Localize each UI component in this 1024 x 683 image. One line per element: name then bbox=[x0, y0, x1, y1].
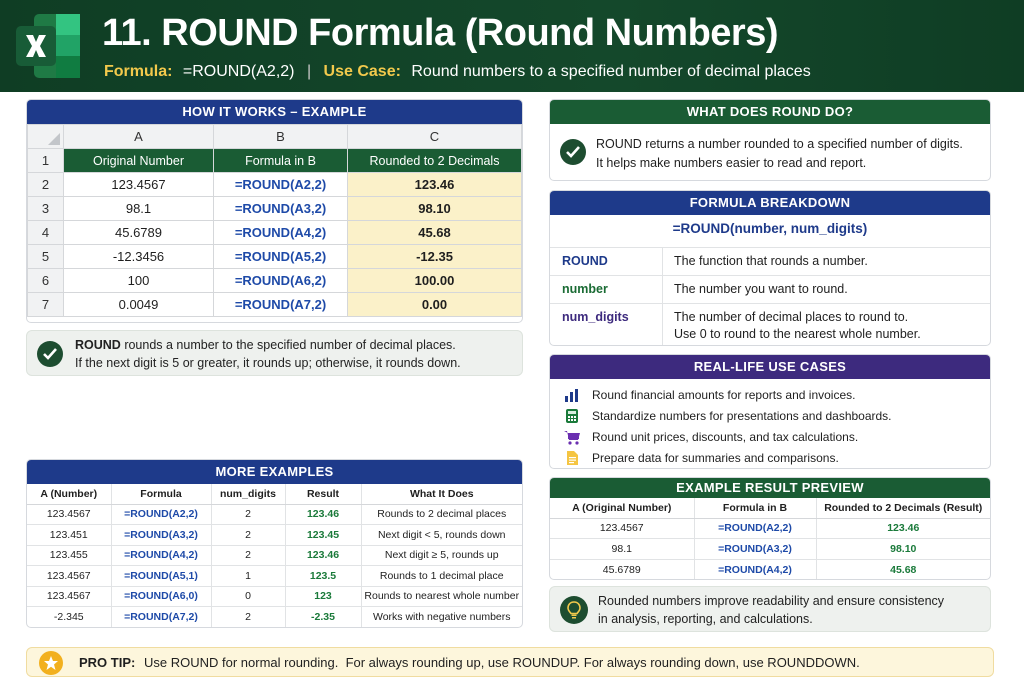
row-header[interactable]: 6 bbox=[28, 269, 64, 293]
cell: Next digit < 5, rounds down bbox=[361, 525, 522, 546]
cell: 123.5 bbox=[285, 566, 361, 587]
use-case-text: Round financial amounts for reports and invoices. bbox=[592, 388, 856, 402]
header-cell[interactable]: Rounded to 2 Decimals bbox=[348, 149, 522, 173]
cell: 98.10 bbox=[816, 539, 990, 560]
header-subtitle bbox=[104, 63, 811, 81]
breakdown-key: number bbox=[562, 282, 608, 296]
cell: =ROUND(A4,2) bbox=[694, 559, 816, 580]
cell-formula[interactable]: =ROUND(A2,2) bbox=[214, 173, 348, 197]
cell: 123.45 bbox=[285, 525, 361, 546]
excel-logo-icon bbox=[14, 12, 82, 80]
formula-label: Formula: bbox=[104, 63, 173, 80]
cell: 123.4567 bbox=[550, 518, 694, 539]
breakdown-title: FORMULA BREAKDOWN bbox=[550, 191, 990, 215]
cell: =ROUND(A2,2) bbox=[694, 518, 816, 539]
table-row bbox=[27, 545, 522, 566]
cell: -2.345 bbox=[27, 607, 111, 628]
cell-result[interactable]: 98.10 bbox=[348, 197, 522, 221]
breakdown-desc: The number you want to round. bbox=[674, 282, 848, 296]
cell: 123.46 bbox=[285, 504, 361, 525]
preview-table bbox=[550, 498, 990, 580]
round-explanation-note bbox=[26, 330, 523, 376]
pro-tip-text: Use ROUND for normal rounding. For always rounding up, use ROUNDUP. For always rounding down, use ROUNDDOWN. bbox=[144, 655, 860, 670]
pro-tip-bar bbox=[26, 647, 994, 677]
cell-original[interactable]: 0.0049 bbox=[64, 293, 214, 317]
cell: 45.68 bbox=[816, 559, 990, 580]
table-row bbox=[27, 586, 522, 607]
usecase-label: Use Case: bbox=[323, 63, 401, 80]
column-header: What It Does bbox=[361, 484, 522, 504]
cell: 2 bbox=[211, 607, 285, 628]
cell: 2 bbox=[211, 504, 285, 525]
cell-original[interactable]: 98.1 bbox=[64, 197, 214, 221]
cell-original[interactable]: 123.4567 bbox=[64, 173, 214, 197]
checkmark-icon bbox=[560, 139, 586, 165]
how-it-works-panel bbox=[26, 99, 523, 323]
use-cases-panel bbox=[549, 354, 991, 469]
preview-title: EXAMPLE RESULT PREVIEW bbox=[550, 478, 990, 498]
note-bold: ROUND bbox=[75, 338, 121, 352]
row-header[interactable]: 5 bbox=[28, 245, 64, 269]
cell: 123.455 bbox=[27, 545, 111, 566]
cell: 123.46 bbox=[285, 545, 361, 566]
breakdown-desc: The function that rounds a number. bbox=[674, 254, 868, 268]
cell: 0 bbox=[211, 586, 285, 607]
column-header-a[interactable]: A bbox=[64, 125, 214, 149]
table-row bbox=[28, 197, 522, 221]
cell: 123.4567 bbox=[27, 586, 111, 607]
column-header: A (Original Number) bbox=[550, 498, 694, 518]
checkmark-icon bbox=[37, 341, 63, 367]
column-header: Result bbox=[285, 484, 361, 504]
use-case-text: Prepare data for summaries and comparisons. bbox=[592, 451, 839, 465]
table-row bbox=[28, 221, 522, 245]
use-cases-title: REAL-LIFE USE CASES bbox=[550, 355, 990, 379]
what-does-title: WHAT DOES ROUND DO? bbox=[550, 100, 990, 124]
cell: =ROUND(A5,1) bbox=[111, 566, 211, 587]
table-row bbox=[550, 559, 990, 580]
cell-result[interactable]: 45.68 bbox=[348, 221, 522, 245]
breakdown-desc-line2: Use 0 to round to the nearest whole number. bbox=[674, 327, 921, 341]
column-header-b[interactable]: B bbox=[214, 125, 348, 149]
more-examples-panel bbox=[26, 459, 523, 628]
breakdown-desc-line1: The number of decimal places to round to. bbox=[674, 310, 909, 324]
cell: =ROUND(A3,2) bbox=[694, 539, 816, 560]
table-row bbox=[550, 539, 990, 560]
cell: Works with negative numbers bbox=[361, 607, 522, 628]
more-examples-title: MORE EXAMPLES bbox=[27, 460, 522, 484]
what-does-round-do-panel bbox=[549, 99, 991, 181]
cell: 123.46 bbox=[816, 518, 990, 539]
cell: =ROUND(A6,0) bbox=[111, 586, 211, 607]
breakdown-syntax: =ROUND(number, num_digits) bbox=[672, 221, 868, 236]
header bbox=[0, 0, 1024, 92]
what-does-line2: It helps make numbers easier to read and report. bbox=[596, 156, 867, 170]
row-header[interactable]: 1 bbox=[28, 149, 64, 173]
cell-result[interactable]: 123.46 bbox=[348, 173, 522, 197]
table-row bbox=[27, 607, 522, 628]
table-row bbox=[28, 293, 522, 317]
cell: 123 bbox=[285, 586, 361, 607]
cell: 2 bbox=[211, 525, 285, 546]
separator: | bbox=[306, 63, 312, 80]
how-it-works-title: HOW IT WORKS – EXAMPLE bbox=[27, 100, 522, 124]
column-header: Formula bbox=[111, 484, 211, 504]
column-header: Formula in B bbox=[694, 498, 816, 518]
cell: =ROUND(A7,2) bbox=[111, 607, 211, 628]
cell-result[interactable]: 0.00 bbox=[348, 293, 522, 317]
cell-formula[interactable]: =ROUND(A3,2) bbox=[214, 197, 348, 221]
note-line1: rounds a number to the specified number of decimal places. bbox=[120, 338, 456, 352]
breakdown-row-number bbox=[550, 275, 990, 303]
table-row bbox=[27, 504, 522, 525]
table-row bbox=[28, 173, 522, 197]
lightbulb-icon bbox=[560, 596, 588, 624]
cell: =ROUND(A4,2) bbox=[111, 545, 211, 566]
cell-result[interactable]: 100.00 bbox=[348, 269, 522, 293]
cell-result[interactable]: -12.35 bbox=[348, 245, 522, 269]
formula-breakdown-panel bbox=[549, 190, 991, 346]
cell: 2 bbox=[211, 545, 285, 566]
insight-line2: in analysis, reporting, and calculations. bbox=[598, 612, 813, 626]
calculator-icon bbox=[564, 408, 580, 424]
page-title: 11. ROUND Formula (Round Numbers) bbox=[102, 12, 778, 54]
breakdown-desc bbox=[674, 309, 921, 343]
note-line2: If the next digit is 5 or greater, it rounds up; otherwise, it rounds down. bbox=[75, 356, 461, 370]
table-row bbox=[550, 518, 990, 539]
result-preview-panel bbox=[549, 477, 991, 580]
shopping-cart-icon bbox=[564, 429, 580, 445]
cell: 98.1 bbox=[550, 539, 694, 560]
use-case-text: Round unit prices, discounts, and tax calculations. bbox=[592, 430, 859, 444]
insight-note bbox=[549, 586, 991, 632]
what-does-line1: ROUND returns a number rounded to a specified number of digits. bbox=[596, 137, 963, 151]
use-case-text: Standardize numbers for presentations and dashboards. bbox=[592, 409, 892, 423]
select-all-corner[interactable] bbox=[28, 125, 64, 149]
cell-formula[interactable]: =ROUND(A4,2) bbox=[214, 221, 348, 245]
insight-line1: Rounded numbers improve readability and ensure consistency bbox=[598, 594, 945, 608]
row-header[interactable]: 7 bbox=[28, 293, 64, 317]
cell-formula[interactable]: =ROUND(A6,2) bbox=[214, 269, 348, 293]
cell: =ROUND(A2,2) bbox=[111, 504, 211, 525]
breakdown-key: ROUND bbox=[562, 254, 608, 268]
column-header: num_digits bbox=[211, 484, 285, 504]
cell-formula[interactable]: =ROUND(A5,2) bbox=[214, 245, 348, 269]
row-header[interactable]: 3 bbox=[28, 197, 64, 221]
cell: Rounds to nearest whole number bbox=[361, 586, 522, 607]
column-header: Rounded to 2 Decimals (Result) bbox=[816, 498, 990, 518]
table-row bbox=[27, 566, 522, 587]
cell: -2.35 bbox=[285, 607, 361, 628]
table-row bbox=[27, 525, 522, 546]
more-examples-table bbox=[27, 484, 522, 627]
cell: Rounds to 2 decimal places bbox=[361, 504, 522, 525]
cell: 1 bbox=[211, 566, 285, 587]
document-icon bbox=[564, 450, 580, 466]
cell-original[interactable]: 45.6789 bbox=[64, 221, 214, 245]
row-header[interactable]: 2 bbox=[28, 173, 64, 197]
cell: Rounds to 1 decimal place bbox=[361, 566, 522, 587]
cell: =ROUND(A3,2) bbox=[111, 525, 211, 546]
star-icon bbox=[39, 651, 63, 675]
column-header: A (Number) bbox=[27, 484, 111, 504]
breakdown-key: num_digits bbox=[562, 310, 629, 324]
header-cell[interactable]: Formula in B bbox=[214, 149, 348, 173]
usecase-value: Round numbers to a specified number of decimal places bbox=[411, 63, 811, 80]
cell-original[interactable]: -12.3456 bbox=[64, 245, 214, 269]
spreadsheet-table bbox=[27, 124, 522, 317]
cell-original[interactable]: 100 bbox=[64, 269, 214, 293]
header-cell[interactable]: Original Number bbox=[64, 149, 214, 173]
breakdown-row-num-digits bbox=[550, 303, 990, 346]
table-row bbox=[28, 245, 522, 269]
cell-formula[interactable]: =ROUND(A7,2) bbox=[214, 293, 348, 317]
pro-tip-label: PRO TIP: bbox=[79, 655, 136, 670]
cell: 123.4567 bbox=[27, 566, 111, 587]
bar-chart-icon bbox=[564, 387, 580, 403]
breakdown-row-round bbox=[550, 247, 990, 275]
cell: 123.4567 bbox=[27, 504, 111, 525]
formula-value: =ROUND(A2,2) bbox=[182, 63, 295, 80]
cell: 123.451 bbox=[27, 525, 111, 546]
cell: 45.6789 bbox=[550, 559, 694, 580]
cell: Next digit ≥ 5, rounds up bbox=[361, 545, 522, 566]
column-header-c[interactable]: C bbox=[348, 125, 522, 149]
row-header[interactable]: 4 bbox=[28, 221, 64, 245]
table-row bbox=[28, 269, 522, 293]
